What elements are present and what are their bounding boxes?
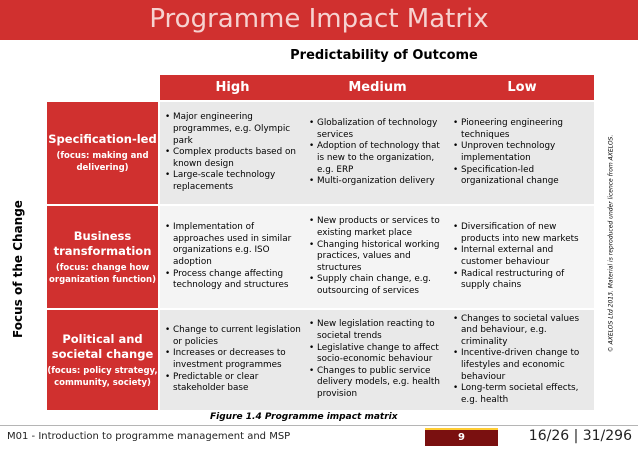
cell-bullet: • New legislation reacting to societal trends: [309, 319, 448, 342]
row-subtitle: (focus: change how organization function): [49, 262, 156, 285]
row-label-business-transformation: [47, 206, 158, 308]
cell-bullet: • Pioneering engineering techniques: [453, 118, 591, 141]
cell-bullet: • Globalization of technology services: [309, 118, 448, 141]
matrix-cell: [165, 310, 303, 410]
row-title: Specification-led: [48, 132, 157, 146]
cell-bullet: • Internal external and customer behaviour: [453, 245, 591, 268]
cell-bullet: • Process change affecting technology and structures: [165, 269, 303, 292]
copyright-notice-wrap: [596, 100, 626, 390]
cell-bullet: • Implementation of approaches used in similar organizations e.g. ISO adoption: [165, 222, 303, 268]
row-subtitle: (focus: policy strategy, community, society): [47, 365, 158, 388]
cell-bullet: • Changes to public service delivery models, e.g. health provision: [309, 366, 448, 401]
page-counter: 16/26 | 31/296: [528, 428, 632, 444]
figure-caption: Figure 1.4 Programme impact matrix: [210, 412, 398, 422]
cell-bullet: • Changing historical working practices, values and structures: [309, 240, 448, 275]
matrix-cell: [309, 102, 448, 204]
slide-number-badge: 9: [425, 428, 498, 446]
row-axis-title-wrap: [8, 200, 28, 338]
cell-bullet: • Supply chain change, e.g. outsourcing of services: [309, 274, 448, 297]
column-header-low: Low: [507, 80, 537, 95]
matrix-cell: [165, 206, 303, 308]
cell-bullet: • Unproven technology implementation: [453, 141, 591, 164]
matrix-cell: [453, 310, 591, 410]
column-header-medium: Medium: [348, 80, 407, 95]
row-title: Political and societal change: [51, 331, 154, 361]
matrix-cell: [453, 206, 591, 308]
cell-bullet: • Adoption of technology that is new to the organization, e.g. ERP: [309, 141, 448, 176]
cell-bullet: • Predictable or clear stakeholder base: [165, 372, 303, 395]
column-header-high: High: [215, 80, 250, 95]
matrix-cell: [165, 102, 303, 204]
row-label-specification-led: [47, 102, 158, 204]
row-label-political-societal: [47, 310, 158, 410]
cell-bullet: • Increases or decreases to investment programmes: [165, 348, 303, 371]
cell-bullet: • Complex products based on known design: [165, 147, 303, 170]
row-subtitle: (focus: making and delivering): [56, 151, 149, 173]
copyright-notice: © AXELOS Ltd 2013. Material is reproduced under licence from AXELOS.: [607, 134, 615, 353]
column-axis-title: Predictability of Outcome: [290, 48, 478, 63]
footer-module-title: M01 - Introduction to programme management and MSP: [7, 431, 291, 442]
cell-bullet: • Multi-organization delivery: [309, 176, 448, 188]
cell-bullet: • Changes to societal values and behaviour, e.g. criminality: [453, 314, 591, 349]
matrix-cell: [309, 206, 448, 308]
cell-bullet: • Incentive-driven change to lifestyles and economic behaviour: [453, 348, 591, 383]
matrix-cell: [309, 310, 448, 410]
cell-bullet: • Legislative change to affect socio-economic behaviour: [309, 343, 448, 366]
cell-bullet: • Long-term societal effects, e.g. health: [453, 383, 591, 406]
cell-bullet: • Diversification of new products into new markets: [453, 222, 591, 245]
title-banner: [0, 0, 638, 40]
row-title: Business transformation: [53, 228, 152, 258]
slide-title: Programme Impact Matrix: [149, 4, 489, 34]
cell-bullet: • Large-scale technology replacements: [165, 170, 303, 193]
row-axis-title: Focus of the Change: [11, 200, 25, 338]
cell-bullet: • New products or services to existing market place: [309, 216, 448, 239]
cell-bullet: • Change to current legislation or policies: [165, 325, 303, 348]
matrix-cell: [453, 102, 591, 204]
footer-divider: [0, 425, 638, 426]
cell-bullet: • Specification-led organizational change: [453, 165, 591, 188]
cell-bullet: • Major engineering programmes, e.g. Olympic park: [165, 112, 303, 147]
cell-bullet: • Radical restructuring of supply chains: [453, 269, 591, 292]
